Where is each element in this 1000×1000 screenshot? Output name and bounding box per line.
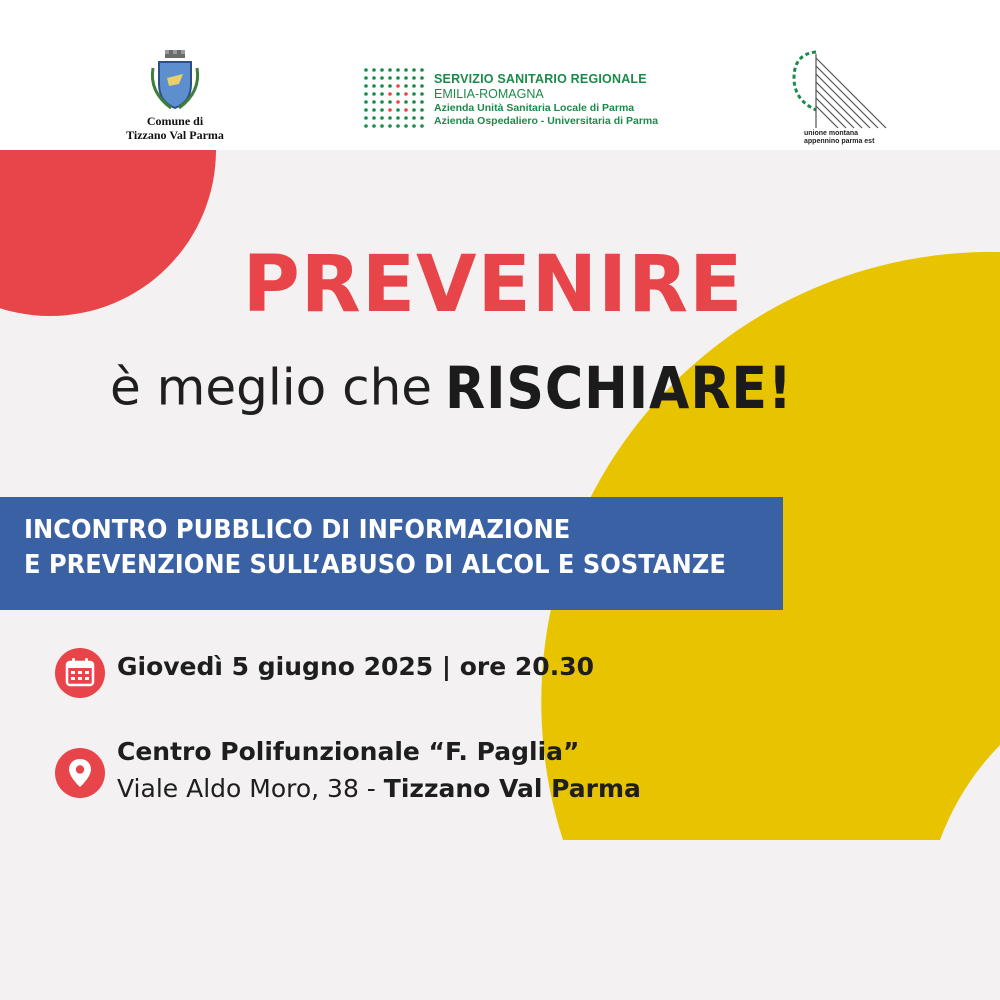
ssr-dot xyxy=(420,68,424,72)
ssr-dot xyxy=(412,84,416,88)
venue-name: Centro Polifunzionale “F. Paglia” xyxy=(117,737,580,766)
ssr-dot xyxy=(420,92,424,96)
ssr-dot xyxy=(388,116,392,120)
ssr-region: EMILIA-ROMAGNA xyxy=(434,87,544,101)
ssr-dot xyxy=(388,92,392,96)
ssr-dot xyxy=(388,100,392,104)
ssr-dot xyxy=(412,100,416,104)
comune-name: Tizzano Val Parma xyxy=(126,128,224,142)
unione-montana-logo xyxy=(776,48,896,148)
ssr-dot xyxy=(380,76,384,80)
ssr-title: SERVIZIO SANITARIO REGIONALE xyxy=(434,72,647,86)
ssr-dot xyxy=(364,108,368,112)
ssr-dot xyxy=(412,76,416,80)
ssr-dot xyxy=(380,68,384,72)
ssr-dot xyxy=(372,108,376,112)
subtitle-bold: RISCHIARE! xyxy=(445,353,793,422)
ssr-dot xyxy=(404,68,408,72)
ssr-dot xyxy=(420,116,424,120)
ssr-dot xyxy=(364,100,368,104)
ssr-logo xyxy=(362,66,682,130)
ssr-dot xyxy=(396,100,400,104)
ssr-dot xyxy=(412,92,416,96)
ssr-dot xyxy=(420,76,424,80)
ssr-dot xyxy=(404,100,408,104)
ssr-dot xyxy=(412,116,416,120)
venue-street: Viale Aldo Moro, 38 - xyxy=(117,774,384,803)
ssr-dot xyxy=(404,76,408,80)
ssr-dot xyxy=(364,92,368,96)
headline-subtitle xyxy=(110,352,832,423)
ssr-dot xyxy=(396,76,400,80)
ssr-dot xyxy=(388,76,392,80)
ssr-dot xyxy=(372,68,376,72)
event-banner xyxy=(0,497,783,610)
ssr-dot xyxy=(388,84,392,88)
ssr-dot xyxy=(396,68,400,72)
ssr-dot xyxy=(420,124,424,128)
ssr-dot xyxy=(388,108,392,112)
ssr-dot xyxy=(380,124,384,128)
ssr-aou: Azienda Ospedaliero - Universitaria di Parma xyxy=(434,115,659,127)
ssr-dot xyxy=(372,84,376,88)
ssr-dot xyxy=(404,92,408,96)
header-logos xyxy=(0,0,1000,150)
ssr-dot xyxy=(388,68,392,72)
ssr-dot xyxy=(420,100,424,104)
ssr-dot xyxy=(388,124,392,128)
ssr-dot xyxy=(396,84,400,88)
ssr-dot xyxy=(372,92,376,96)
subtitle-light: è meglio che xyxy=(110,358,433,417)
comune-logo xyxy=(100,48,250,142)
coat-of-arms-icon xyxy=(145,48,205,112)
ssr-dot xyxy=(364,84,368,88)
venue-address xyxy=(117,774,641,803)
event-date: Giovedì 5 giugno 2025 | ore 20.30 xyxy=(117,652,594,681)
ssr-dot xyxy=(372,124,376,128)
ssr-dot xyxy=(372,76,376,80)
unione-line2: appennino parma est xyxy=(804,138,875,145)
ssr-dot xyxy=(364,76,368,80)
ssr-dot xyxy=(364,116,368,120)
ssr-dot xyxy=(396,116,400,120)
ssr-ausl: Azienda Unità Sanitaria Locale di Parma xyxy=(434,102,635,114)
ssr-dot xyxy=(380,92,384,96)
location-pin-icon xyxy=(55,748,105,798)
unione-line1: unione montana xyxy=(804,130,859,137)
ssr-dot xyxy=(364,68,368,72)
ssr-dot xyxy=(404,84,408,88)
ssr-dot xyxy=(380,100,384,104)
calendar-icon xyxy=(55,648,105,698)
ssr-dot xyxy=(412,108,416,112)
ssr-dot xyxy=(372,100,376,104)
comune-label: Comune di xyxy=(146,114,204,128)
ssr-dot xyxy=(396,92,400,96)
ssr-dot xyxy=(404,124,408,128)
ssr-dot xyxy=(364,124,368,128)
ssr-dot xyxy=(396,108,400,112)
ssr-dot xyxy=(372,116,376,120)
venue-town: Tizzano Val Parma xyxy=(383,774,641,803)
banner-line-2: E PREVENZIONE SULL’ABUSO DI ALCOL E SOSTANZE xyxy=(24,550,726,580)
ssr-dot xyxy=(420,84,424,88)
ssr-dot xyxy=(380,84,384,88)
ssr-dot xyxy=(404,116,408,120)
ssr-dot xyxy=(412,124,416,128)
ssr-dot-grid-icon xyxy=(362,66,426,130)
banner-line-1: INCONTRO PUBBLICO DI INFORMAZIONE xyxy=(24,515,571,545)
ssr-dot xyxy=(380,116,384,120)
ssr-dot xyxy=(420,108,424,112)
ssr-dot xyxy=(404,108,408,112)
headline-title: PREVENIRE xyxy=(242,240,744,330)
ssr-dot xyxy=(380,108,384,112)
ssr-dot xyxy=(412,68,416,72)
unione-mountain-icon xyxy=(776,48,896,130)
ssr-dot xyxy=(396,124,400,128)
